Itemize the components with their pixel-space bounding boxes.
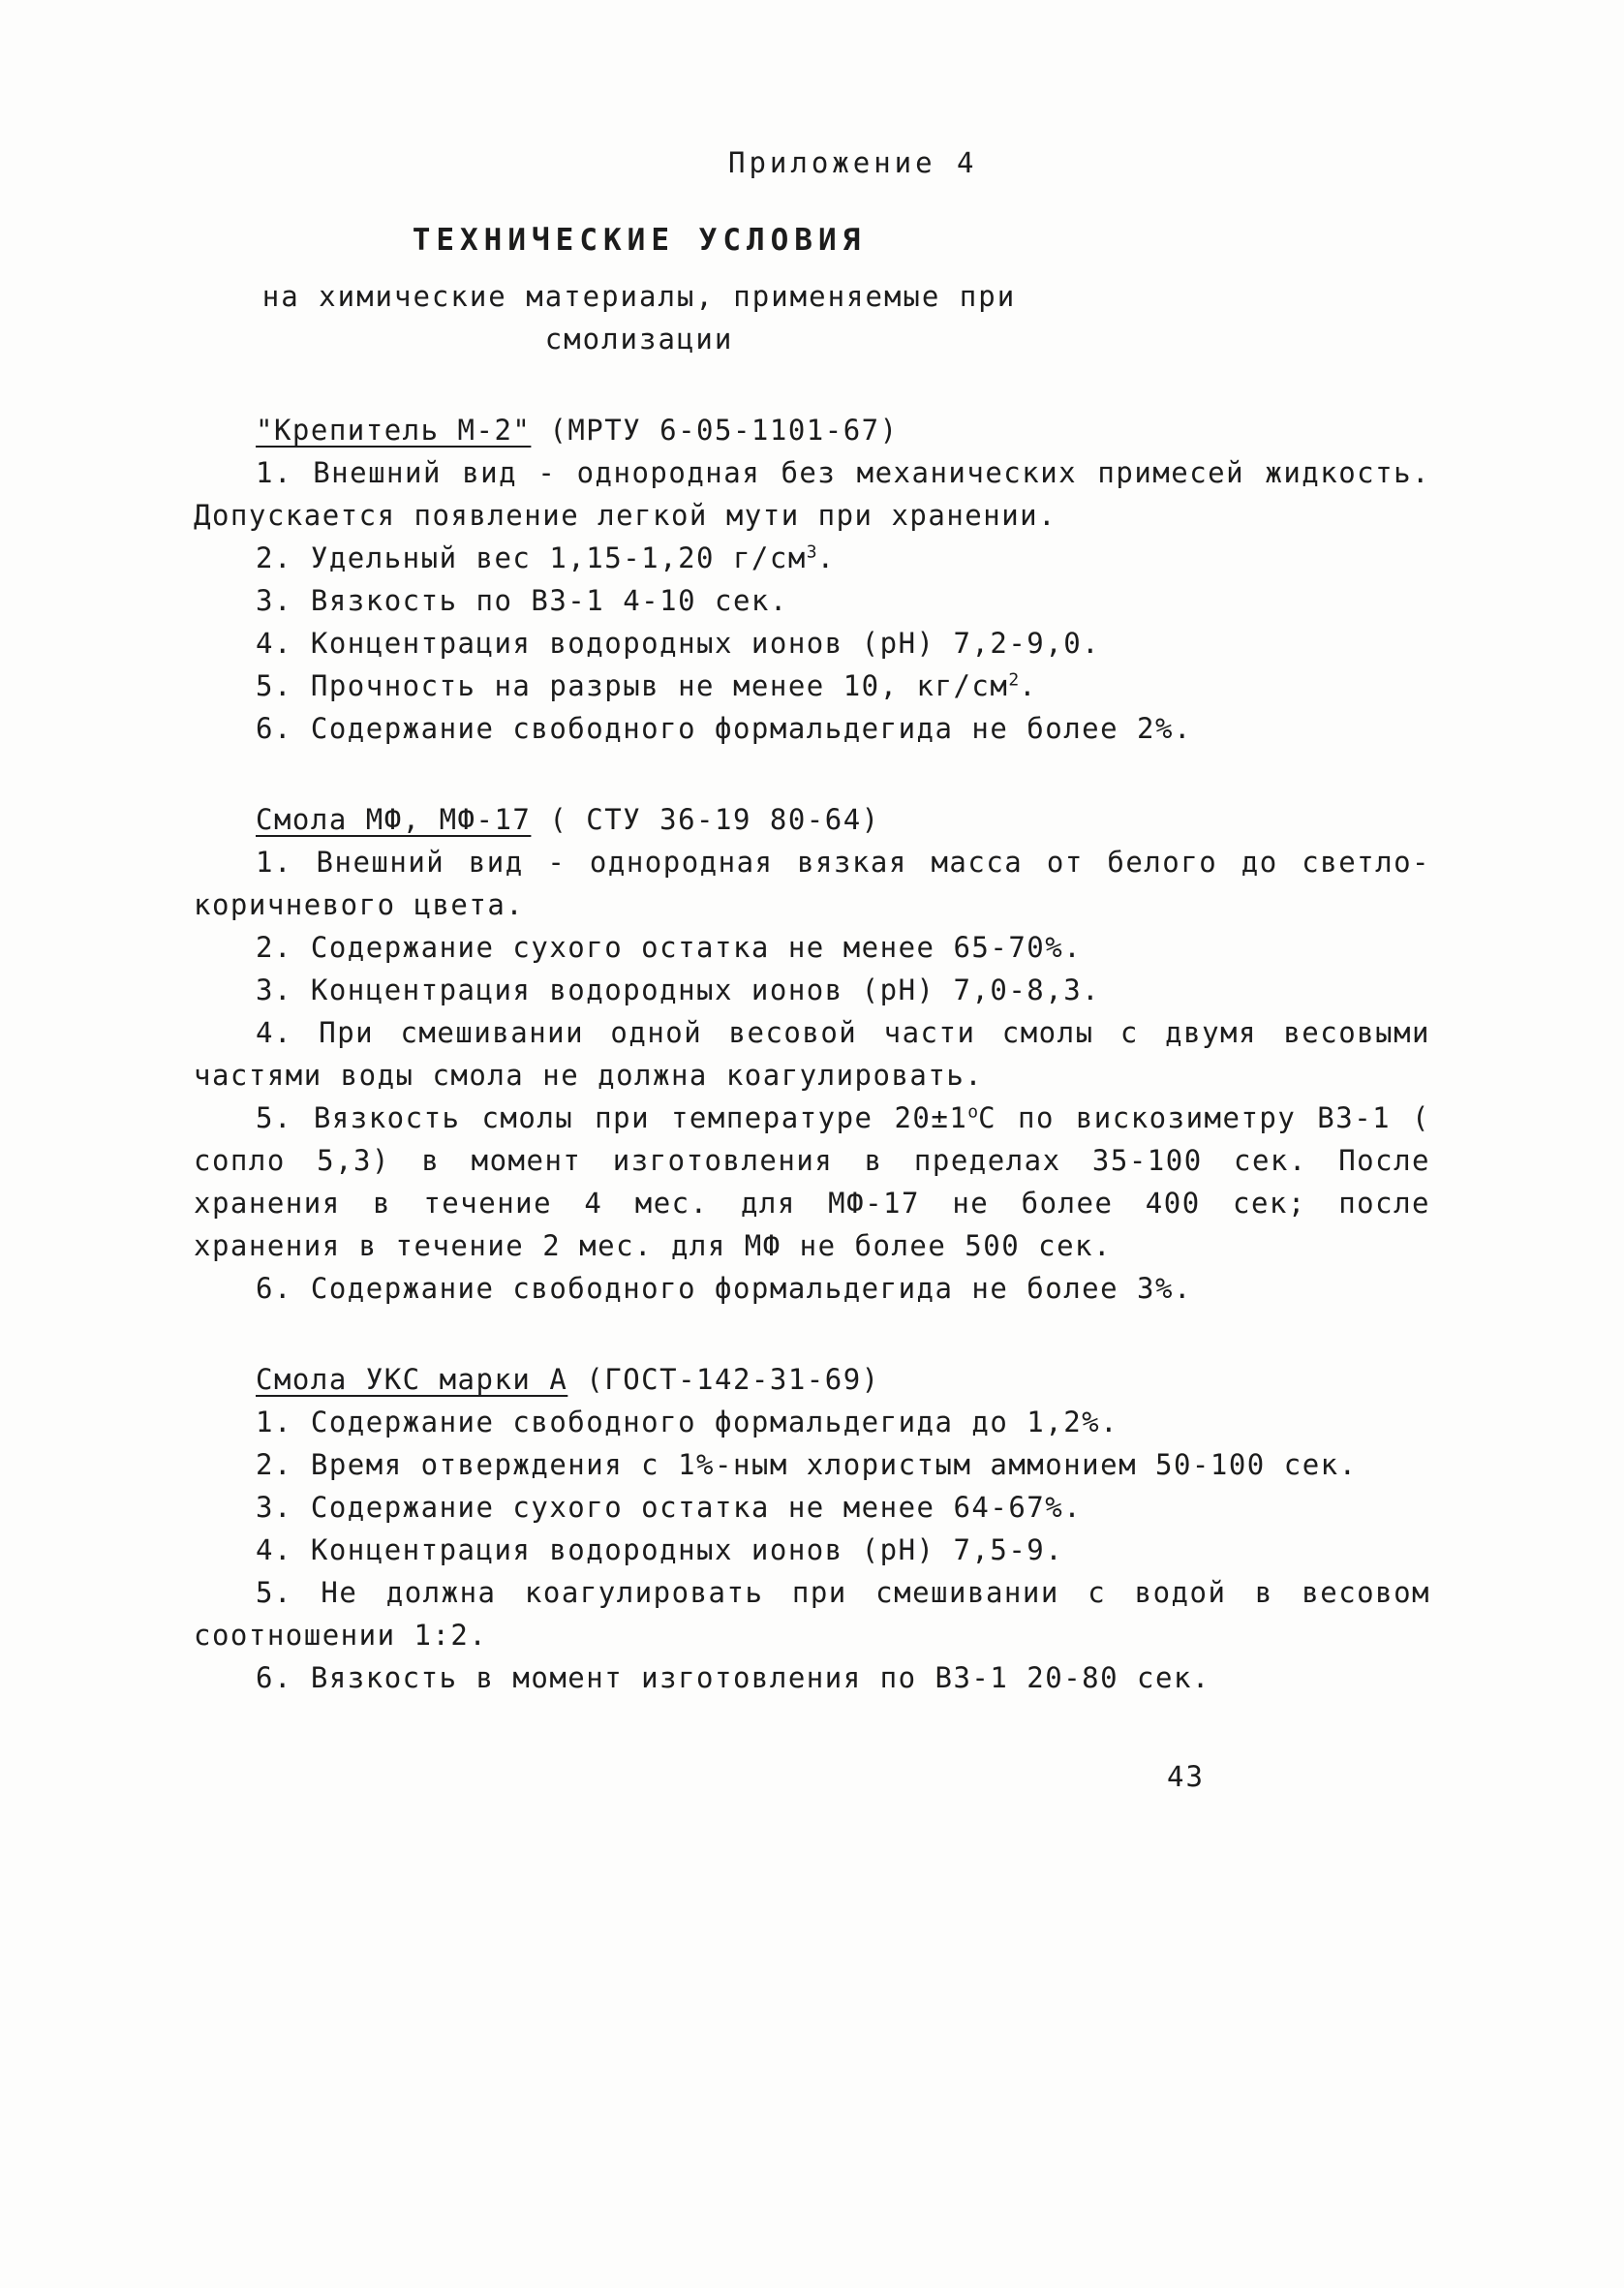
spec-item bbox=[194, 537, 1430, 579]
document-title: ТЕХНИЧЕСКИЕ УСЛОВИЯ bbox=[412, 223, 867, 258]
spec-item: 6. Содержание свободного формальдегида не более 2%. bbox=[256, 712, 1192, 745]
spec-item bbox=[194, 1097, 1430, 1267]
section-heading bbox=[194, 1358, 1430, 1401]
spec-item-text: 5. Прочность на разрыв не менее 10, кг/см bbox=[256, 669, 1009, 702]
spec-item: 6. Вязкость в момент изготовления по ВЗ-1 20-80 сек. bbox=[256, 1661, 1210, 1694]
spec-item-text: . bbox=[816, 541, 836, 574]
spec-item-text: . bbox=[1019, 669, 1038, 702]
spec-item: 2. Время отверждения с 1%-ным хлористым аммонием 50-100 сек. bbox=[256, 1448, 1358, 1481]
spec-item: 5. Не должна коагулировать при смешивании с водой в весовом соотношении 1:2. bbox=[194, 1576, 1430, 1652]
spec-item: 6. Содержание свободного формальдегида не более 3%. bbox=[256, 1272, 1192, 1305]
spec-item: 3. Концентрация водородных ионов (рН) 7,0-8,3. bbox=[256, 974, 1101, 1006]
superscript: 3 bbox=[806, 541, 817, 563]
superscript: о bbox=[967, 1101, 979, 1123]
section-krepitel-m2 bbox=[194, 409, 1430, 750]
spec-item: 3. Содержание сухого остатка не менее 64-67%. bbox=[256, 1491, 1083, 1524]
spec-item-text: 5. Вязкость смолы при температуре 20±1 bbox=[256, 1101, 968, 1134]
title-block bbox=[194, 219, 1085, 360]
spec-item: 1. Внешний вид - однородная без механических примесей жидкость. Допускается появление легкой мути при хранении. bbox=[194, 456, 1430, 532]
subtitle-line-1: на химические материалы, применяемые при bbox=[261, 280, 1017, 313]
spec-item: 4. При смешивании одной весовой части смолы с двумя весовыми частями воды смола не должна коагулировать. bbox=[194, 1016, 1430, 1092]
document-subtitle bbox=[194, 275, 1085, 360]
section-heading-name: Смола УКС марки А bbox=[256, 1363, 568, 1396]
section-smola-uks bbox=[194, 1358, 1430, 1699]
section-heading-standard: (ГОСТ-142-31-69) bbox=[567, 1363, 880, 1396]
superscript: 2 bbox=[1008, 669, 1020, 691]
appendix-label: Приложение 4 bbox=[728, 146, 978, 179]
subtitle-line-2: смолизации bbox=[544, 323, 734, 356]
spec-item-text: 2. Удельный вес 1,15-1,20 г/см bbox=[256, 541, 807, 574]
section-heading-standard: (МРТУ 6-05-1101-67) bbox=[531, 414, 899, 447]
spec-item: 4. Концентрация водородных ионов (рН) 7,5-9. bbox=[256, 1533, 1064, 1566]
spec-item: 3. Вязкость по ВЗ-1 4-10 сек. bbox=[256, 584, 788, 617]
page-number: 43 bbox=[1167, 1760, 1205, 1793]
section-heading bbox=[194, 798, 1430, 841]
spec-item-text: С по вискозиметру ВЗ-1 ( сопло 5,3) в момент изготовления в пределах 35-100 сек. После хранения в течение 4 мес. для МФ-17 не более 400 сек; после хранения в течение 2 мес. для МФ не более 500 сек. bbox=[194, 1101, 1430, 1262]
spec-item bbox=[194, 665, 1430, 707]
spec-item: 4. Концентрация водородных ионов (рН) 7,2-9,0. bbox=[256, 627, 1101, 660]
spec-item: 1. Внешний вид - однородная вязкая масса от белого до светло-коричневого цвета. bbox=[194, 846, 1430, 921]
section-heading-standard: ( СТУ 36-19 80-64) bbox=[531, 803, 880, 836]
section-heading bbox=[194, 409, 1430, 451]
section-heading-name: Смола МФ, МФ-17 bbox=[256, 803, 532, 836]
spec-item: 2. Содержание сухого остатка не менее 65-70%. bbox=[256, 931, 1083, 964]
section-heading-name: "Крепитель М-2" bbox=[256, 414, 532, 447]
section-smola-mf bbox=[194, 798, 1430, 1310]
spec-item: 1. Содержание свободного формальдегида до 1,2%. bbox=[256, 1406, 1119, 1438]
